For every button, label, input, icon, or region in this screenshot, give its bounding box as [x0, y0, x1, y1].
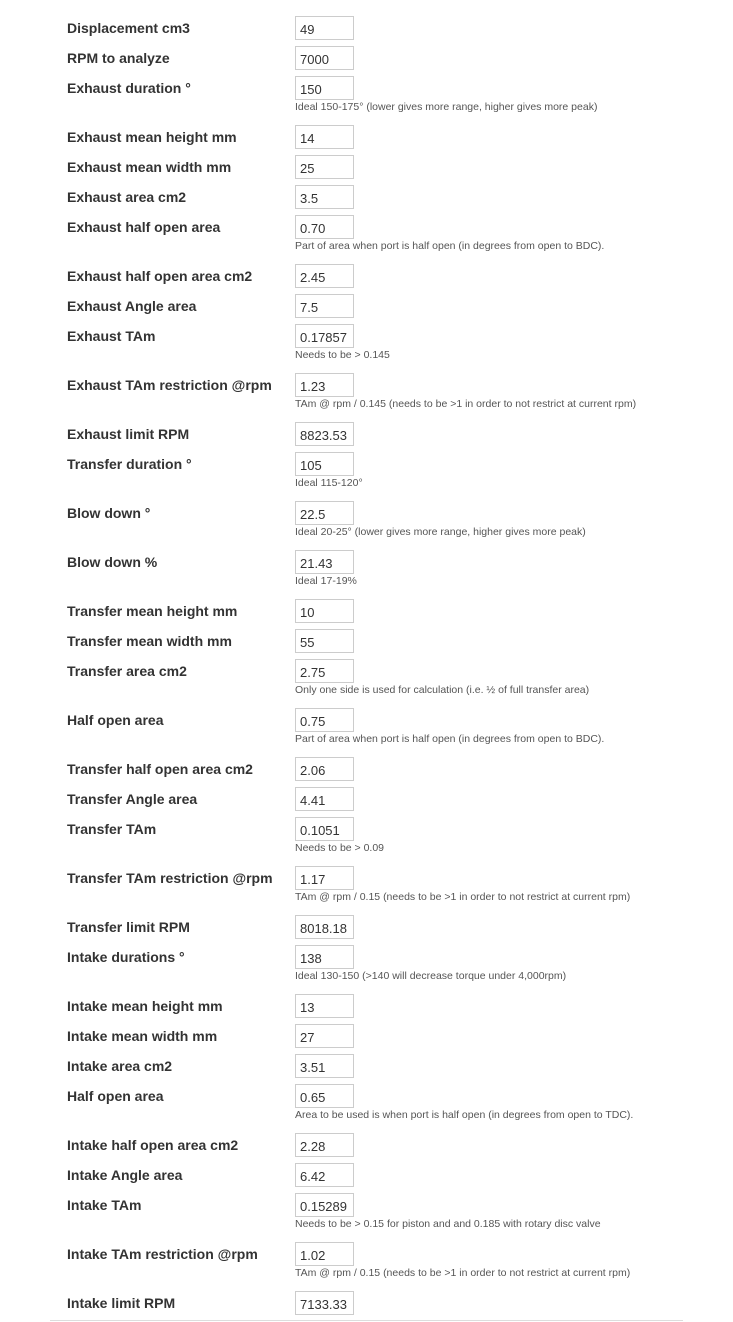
field-row-intake-mean-height: [0, 994, 733, 1018]
exhaust-half-open-area-input[interactable]: [295, 215, 354, 239]
field-row-exhaust-half-open-area: [0, 215, 733, 253]
intake-mean-width-input[interactable]: [295, 1024, 354, 1048]
transfer-duration-hint: Ideal 115-120°: [295, 477, 363, 489]
transfer-angle-area-input[interactable]: [295, 787, 354, 811]
field-row-exhaust-duration: [0, 76, 733, 114]
exhaust-area-field-wrap: [295, 185, 354, 209]
intake-half-open-area-cm2-label: Intake half open area cm2: [67, 1137, 239, 1153]
field-row-intake-tam: [0, 1193, 733, 1231]
exhaust-half-open-area-label: Exhaust half open area: [67, 219, 221, 235]
field-row-exhaust-area: [0, 185, 733, 209]
transfer-tam-input[interactable]: [295, 817, 354, 841]
intake-limit-rpm-field-wrap: [295, 1291, 354, 1315]
field-row-intake-mean-width: [0, 1024, 733, 1048]
blow-down-deg-input[interactable]: [295, 501, 354, 525]
field-row-exhaust-tam: [0, 324, 733, 362]
intake-tam-restriction-field-wrap: [295, 1242, 630, 1280]
transfer-limit-rpm-label: Transfer limit RPM: [67, 919, 190, 935]
intake-durations-field-wrap: [295, 945, 566, 983]
exhaust-duration-label: Exhaust duration °: [67, 80, 191, 96]
intake-limit-rpm-input[interactable]: [295, 1291, 354, 1315]
exhaust-tam-restriction-hint: TAm @ rpm / 0.145 (needs to be >1 in order to not restrict at current rpm): [295, 398, 637, 410]
field-row-transfer-angle-area: [0, 787, 733, 811]
intake-tam-input[interactable]: [295, 1193, 354, 1217]
transfer-half-open-area-cm2-label: Transfer half open area cm2: [67, 761, 253, 777]
intake-tam-label: Intake TAm: [67, 1197, 142, 1213]
field-row-intake-tam-restriction: [0, 1242, 733, 1280]
bottom-divider: [50, 1320, 683, 1321]
intake-tam-restriction-hint: TAm @ rpm / 0.15 (needs to be >1 in order to not restrict at current rpm): [295, 1267, 631, 1279]
field-row-exhaust-tam-restriction: [0, 373, 733, 411]
transfer-tam-restriction-label: Transfer TAm restriction @rpm: [67, 870, 273, 886]
blow-down-deg-hint: Ideal 20-25° (lower gives more range, higher gives more peak): [295, 526, 586, 538]
transfer-area-hint: Only one side is used for calculation (i.e. ½ of full transfer area): [295, 684, 590, 696]
field-row-transfer-half-open-area-cm2: [0, 757, 733, 781]
exhaust-half-open-area-field-wrap: [295, 215, 604, 253]
intake-mean-width-field-wrap: [295, 1024, 354, 1048]
transfer-mean-width-field-wrap: [295, 629, 354, 653]
field-row-transfer-tam: [0, 817, 733, 855]
exhaust-duration-input[interactable]: [295, 76, 354, 100]
transfer-tam-restriction-hint: TAm @ rpm / 0.15 (needs to be >1 in order to not restrict at current rpm): [295, 891, 631, 903]
transfer-half-open-area-label: Half open area: [67, 712, 164, 728]
exhaust-mean-width-field-wrap: [295, 155, 354, 179]
field-row-transfer-duration: [0, 452, 733, 490]
transfer-mean-height-field-wrap: [295, 599, 354, 623]
field-row-exhaust-mean-width: [0, 155, 733, 179]
intake-mean-height-label: Intake mean height mm: [67, 998, 223, 1014]
blow-down-deg-field-wrap: [295, 501, 586, 539]
exhaust-angle-area-field-wrap: [295, 294, 354, 318]
exhaust-tam-hint: Needs to be > 0.145: [295, 349, 390, 361]
transfer-duration-field-wrap: [295, 452, 363, 490]
blow-down-pct-field-wrap: [295, 550, 357, 588]
exhaust-half-open-area-cm2-input[interactable]: [295, 264, 354, 288]
intake-angle-area-input[interactable]: [295, 1163, 354, 1187]
transfer-half-open-area-cm2-input[interactable]: [295, 757, 354, 781]
field-row-intake-angle-area: [0, 1163, 733, 1187]
exhaust-tam-restriction-input[interactable]: [295, 373, 354, 397]
transfer-mean-height-label: Transfer mean height mm: [67, 603, 238, 619]
rpm-to-analyze-field-wrap: [295, 46, 354, 70]
exhaust-tam-restriction-field-wrap: [295, 373, 636, 411]
exhaust-tam-restriction-label: Exhaust TAm restriction @rpm: [67, 377, 272, 393]
transfer-area-label: Transfer area cm2: [67, 663, 187, 679]
intake-durations-hint: Ideal 130-150 (>140 will decrease torque under 4,000rpm): [295, 970, 567, 982]
exhaust-half-open-area-cm2-label: Exhaust half open area cm2: [67, 268, 253, 284]
transfer-limit-rpm-field-wrap: [295, 915, 354, 939]
field-row-displacement: [0, 16, 733, 40]
intake-half-open-area-hint: Area to be used is when port is half open (in degrees from open to TDC).: [295, 1109, 634, 1121]
intake-half-open-area-label: Half open area: [67, 1088, 164, 1104]
field-row-blow-down-deg: [0, 501, 733, 539]
exhaust-half-open-area-hint: Part of area when port is half open (in degrees from open to BDC).: [295, 240, 605, 252]
blow-down-pct-label: Blow down %: [67, 554, 158, 570]
exhaust-half-open-area-cm2-field-wrap: [295, 264, 354, 288]
transfer-area-input[interactable]: [295, 659, 354, 683]
transfer-tam-label: Transfer TAm: [67, 821, 157, 837]
intake-area-field-wrap: [295, 1054, 354, 1078]
blow-down-deg-label: Blow down °: [67, 505, 151, 521]
intake-durations-label: Intake durations °: [67, 949, 185, 965]
transfer-duration-label: Transfer duration °: [67, 456, 192, 472]
exhaust-angle-area-label: Exhaust Angle area: [67, 298, 197, 314]
transfer-mean-width-input[interactable]: [295, 629, 354, 653]
intake-angle-area-label: Intake Angle area: [67, 1167, 183, 1183]
intake-angle-area-field-wrap: [295, 1163, 354, 1187]
field-row-transfer-tam-restriction: [0, 866, 733, 904]
intake-mean-height-field-wrap: [295, 994, 354, 1018]
intake-mean-width-label: Intake mean width mm: [67, 1028, 218, 1044]
exhaust-area-label: Exhaust area cm2: [67, 189, 187, 205]
rpm-to-analyze-label: RPM to analyze: [67, 50, 170, 66]
intake-area-label: Intake area cm2: [67, 1058, 173, 1074]
intake-tam-field-wrap: [295, 1193, 601, 1231]
field-row-intake-limit-rpm: [0, 1291, 733, 1315]
exhaust-mean-width-label: Exhaust mean width mm: [67, 159, 232, 175]
intake-tam-restriction-label: Intake TAm restriction @rpm: [67, 1246, 258, 1262]
transfer-mean-width-label: Transfer mean width mm: [67, 633, 232, 649]
transfer-angle-area-field-wrap: [295, 787, 354, 811]
intake-half-open-area-input[interactable]: [295, 1084, 354, 1108]
intake-tam-restriction-input[interactable]: [295, 1242, 354, 1266]
exhaust-mean-height-field-wrap: [295, 125, 354, 149]
transfer-tam-restriction-field-wrap: [295, 866, 630, 904]
intake-area-input[interactable]: [295, 1054, 354, 1078]
exhaust-limit-rpm-input[interactable]: [295, 422, 354, 446]
field-row-intake-half-open-area-cm2: [0, 1133, 733, 1157]
intake-mean-height-input[interactable]: [295, 994, 354, 1018]
exhaust-mean-width-input[interactable]: [295, 155, 354, 179]
field-row-blow-down-pct: [0, 550, 733, 588]
transfer-half-open-area-input[interactable]: [295, 708, 354, 732]
transfer-tam-hint: Needs to be > 0.09: [295, 842, 385, 854]
transfer-limit-rpm-input[interactable]: [295, 915, 354, 939]
field-row-transfer-mean-height: [0, 599, 733, 623]
exhaust-mean-height-input[interactable]: [295, 125, 354, 149]
transfer-half-open-area-field-wrap: [295, 708, 604, 746]
exhaust-limit-rpm-label: Exhaust limit RPM: [67, 426, 190, 442]
exhaust-duration-field-wrap: [295, 76, 597, 114]
field-row-exhaust-mean-height: [0, 125, 733, 149]
blow-down-pct-hint: Ideal 17-19%: [295, 575, 357, 587]
field-row-intake-durations: [0, 945, 733, 983]
intake-tam-hint: Needs to be > 0.15 for piston and and 0.185 with rotary disc valve: [295, 1218, 601, 1230]
exhaust-duration-hint: Ideal 150-175° (lower gives more range, higher gives more peak): [295, 101, 598, 113]
transfer-half-open-area-hint: Part of area when port is half open (in degrees from open to BDC).: [295, 733, 605, 745]
exhaust-area-input[interactable]: [295, 185, 354, 209]
field-row-intake-area: [0, 1054, 733, 1078]
field-row-transfer-mean-width: [0, 629, 733, 653]
field-row-exhaust-limit-rpm: [0, 422, 733, 446]
exhaust-tam-label: Exhaust TAm: [67, 328, 156, 344]
displacement-field-wrap: [295, 16, 354, 40]
blow-down-pct-input[interactable]: [295, 550, 354, 574]
exhaust-limit-rpm-field-wrap: [295, 422, 354, 446]
transfer-angle-area-label: Transfer Angle area: [67, 791, 198, 807]
transfer-mean-height-input[interactable]: [295, 599, 354, 623]
intake-limit-rpm-label: Intake limit RPM: [67, 1295, 176, 1311]
field-row-transfer-half-open-area: [0, 708, 733, 746]
intake-durations-input[interactable]: [295, 945, 354, 969]
port-calculator-form: [0, 16, 733, 1321]
displacement-input[interactable]: [295, 16, 354, 40]
transfer-tam-field-wrap: [295, 817, 384, 855]
rpm-to-analyze-input[interactable]: [295, 46, 354, 70]
displacement-label: Displacement cm3: [67, 20, 190, 36]
field-row-exhaust-half-open-area-cm2: [0, 264, 733, 288]
intake-half-open-area-cm2-input[interactable]: [295, 1133, 354, 1157]
transfer-tam-restriction-input[interactable]: [295, 866, 354, 890]
transfer-half-open-area-cm2-field-wrap: [295, 757, 354, 781]
exhaust-tam-field-wrap: [295, 324, 390, 362]
intake-half-open-area-cm2-field-wrap: [295, 1133, 354, 1157]
field-row-rpm-to-analyze: [0, 46, 733, 70]
field-row-transfer-area: [0, 659, 733, 697]
transfer-duration-input[interactable]: [295, 452, 354, 476]
exhaust-angle-area-input[interactable]: [295, 294, 354, 318]
field-row-intake-half-open-area: [0, 1084, 733, 1122]
field-row-transfer-limit-rpm: [0, 915, 733, 939]
exhaust-tam-input[interactable]: [295, 324, 354, 348]
field-row-exhaust-angle-area: [0, 294, 733, 318]
exhaust-mean-height-label: Exhaust mean height mm: [67, 129, 237, 145]
transfer-area-field-wrap: [295, 659, 589, 697]
intake-half-open-area-field-wrap: [295, 1084, 633, 1122]
